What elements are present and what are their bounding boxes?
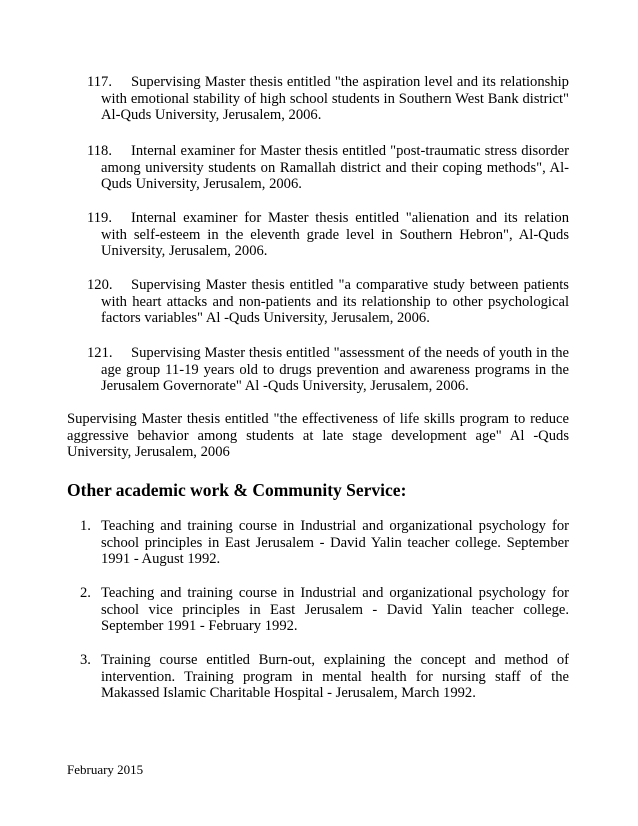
service-item-3	[80, 652, 569, 702]
section-heading: Other academic work & Community Service:	[67, 480, 407, 500]
list-number: 2.	[80, 585, 91, 601]
list-item-text: Teaching and training course in Industrial and organizational psychology for school principles in East Jerusalem - David Yalin teacher college. September 1991 - August 1992.	[101, 518, 569, 567]
item-number: 118.	[87, 143, 112, 159]
service-item-1	[80, 518, 569, 568]
list-number: 1.	[80, 518, 91, 534]
thesis-item-119	[87, 210, 569, 260]
item-text-lead: Internal examiner for Master thesis entitled "alienation and its relation	[131, 210, 569, 226]
item-text-lead: Supervising Master thesis entitled "the aspiration level and its	[131, 74, 496, 90]
thesis-item-118	[87, 143, 570, 193]
item-number: 120.	[87, 277, 113, 293]
standalone-paragraph: Supervising Master thesis entitled "the effectiveness of life skills program to reduce aggressive behavior among students at late stage development age" Al -Quds University, Jerusalem, 2006	[67, 411, 569, 460]
thesis-item-121	[87, 345, 569, 395]
service-item-2	[80, 585, 569, 635]
item-text-rest: relationship with emotional stability of high school students in Southern West Bank district" Al-Quds University, Jerusalem, 2006.	[101, 74, 569, 123]
thesis-item-120	[87, 277, 569, 327]
page-footer-date: February 2015	[67, 762, 144, 777]
item-text-lead: Internal examiner for Master thesis entitled "post-traumatic stress	[131, 143, 518, 159]
item-text-rest: disorder among university students on Ramallah district and their coping methods", Al-Quds University, Jerusalem, 2006.	[101, 143, 570, 192]
item-text-rest: patients with heart attacks and non-patients and its relationship to other psychological factors variables" Al -Quds University, Jerusalem, 2006.	[101, 277, 569, 326]
list-item-text: Teaching and training course in Industrial and organizational psychology for school vice principles in East Jerusalem - David Yalin teacher college. September 1991 - February 1992.	[101, 585, 569, 634]
item-text-rest: with self-esteem in the eleventh grade level in Southern Hebron", Al-Quds University, Jerusalem, 2006.	[101, 226, 569, 259]
item-text-lead: Supervising Master thesis entitled "assessment of the needs of youth in	[131, 345, 548, 361]
list-number: 3.	[80, 652, 91, 668]
thesis-item-117	[87, 74, 569, 124]
item-number: 117.	[87, 74, 112, 90]
item-text-rest: the age group 11-19 years old to drugs prevention and awareness programs in the Jerusalem Governorate" Al -Quds University, Jerusalem, 2006.	[101, 345, 569, 394]
item-text-lead: Supervising Master thesis entitled "a comparative study between	[131, 277, 519, 293]
item-number: 119.	[87, 210, 112, 226]
item-number: 121.	[87, 345, 113, 361]
list-item-text: Training course entitled Burn-out, explaining the concept and method of intervention. Training program in mental health for nursing staff of the Makassed Islamic Charitable Hospital - Jerusalem, March 1992.	[101, 652, 569, 701]
